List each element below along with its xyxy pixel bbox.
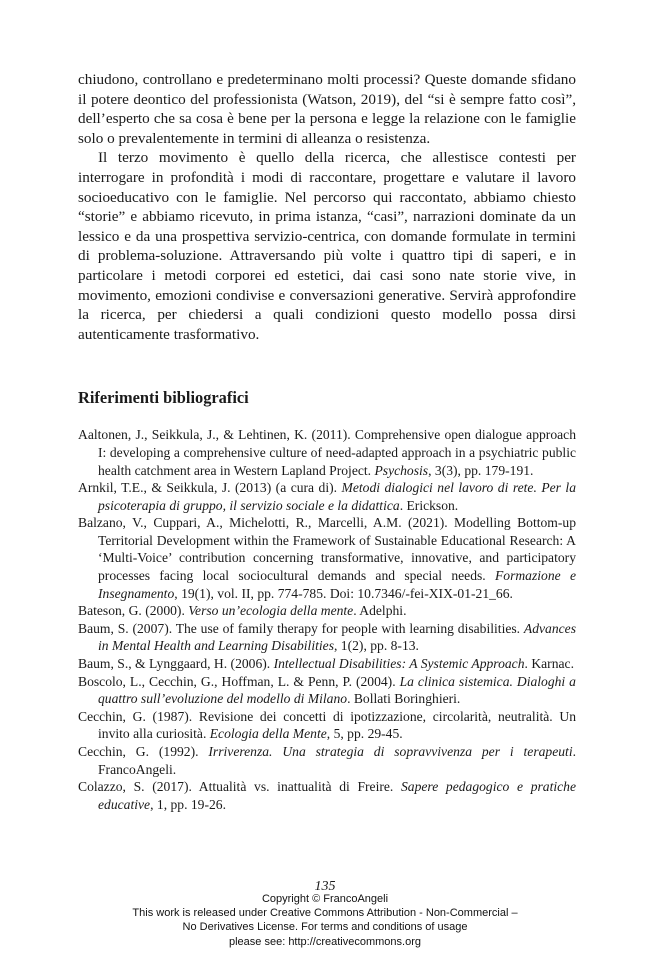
license-footer xyxy=(0,892,650,949)
reference-item: Cecchin, G. (1992). Irriverenza. Una strategia di sopravvivenza per i terapeuti. FrancoAngeli. xyxy=(78,744,576,777)
references-heading: Riferimenti bibliografici xyxy=(78,388,249,408)
references-list xyxy=(78,426,576,813)
license-line: This work is released under Creative Commons Attribution - Non-Commercial – xyxy=(132,907,518,920)
body-paragraph: chiudono, controllano e predeterminano molti processi? Queste domande sfidano il potere deontico del professionista (Watson, 2019), del “si è sempre fatto così”, dell’esperto che sa cosa è bene per la persona e legge la relazione con le famiglie solo o prevalentemente in termini di alleanza o resistenza. xyxy=(78,71,576,147)
body-paragraph: Il terzo movimento è quello della ricerca, che allestisce contesti per interrogare in profondità i modi di raccontare, progettare e valutare il lavoro socioeducativo con le famiglie. Nel percorso qui raccontato, abbiamo chiesto “storie” e abbiamo ricevuto, in prima istanza, “casi”, narrazioni dominate da un lessico e da una prospettiva servizio-centrica, con domande formulate in termini di problema-soluzione. Attraversando più volte i quattro tipi di saperi, e in particolare i metodi corporei ed estetici, dai casi sono nate storie vive, in movimento, emozioni condivise e conversazioni generative. Servirà approfondire la ricerca, per chiedersi a quali condizioni questo modello possa dirsi autenticamente trasformativo. xyxy=(78,149,576,343)
reference-item: Balzano, V., Cuppari, A., Michelotti, R., Marcelli, A.M. (2021). Modelling Bottom-up Territorial Development within the Framework of Sustainable Educational Research: A ‘Multi-Voice’ contribution concerning transformative, innovative, and participatory processes facing local sociocultural demands and special needs. Formazione e Insegnamento, 19(1), vol. II, pp. 774-785. Doi: 10.7346/-fei-XIX-01-21_66. xyxy=(78,515,576,601)
page-number: 135 xyxy=(314,879,336,894)
reference-item: Baum, S. (2007). The use of family therapy for people with learning disabilities. Advances in Mental Health and Learning Disabilities, 1(2), pp. 8-13. xyxy=(78,620,576,654)
reference-item: Baum, S., & Lynggaard, H. (2006). Intellectual Disabilities: A Systemic Approach. Karnac. xyxy=(78,656,574,672)
copyright-line: Copyright © FrancoAngeli xyxy=(261,893,389,905)
reference-item: Arnkil, T.E., & Seikkula, J. (2013) (a cura di). Metodi dialogici nel lavoro di rete. Per la psicoterapia di gruppo, il servizio sociale e la didattica. Erickson. xyxy=(78,480,576,513)
license-line: No Derivatives License. For terms and conditions of usage xyxy=(182,921,468,934)
reference-item: Colazzo, S. (2017). Attualità vs. inattualità di Freire. Sapere pedagogico e pratiche educative, 1, pp. 19-26. xyxy=(78,779,576,812)
page-body xyxy=(78,70,576,813)
reference-item: Boscolo, L., Cecchin, G., Hoffman, L. & Penn, P. (2004). La clinica sistemica. Dialoghi a quattro sull’evoluzione del modello di Milano. Bollati Boringhieri. xyxy=(78,673,576,707)
reference-item: Bateson, G. (2000). Verso un’ecologia della mente. Adelphi. xyxy=(78,603,407,619)
license-link-line: please see: http://creativecommons.org xyxy=(229,935,421,948)
reference-item: Cecchin, G. (1987). Revisione dei concetti di ipotizzazione, circolarità, neutralità. Un invito alla curiosità. Ecologia della Mente, 5, pp. 29-45. xyxy=(78,708,576,742)
reference-item: Aaltonen, J., Seikkula, J., & Lehtinen, K. (2011). Comprehensive open dialogue approach I: developing a comprehensive culture of need-adapted approach in a psychiatric public health catchment area in Western Lapland Project. Psychosis, 3(3), pp. 179-191. xyxy=(78,427,576,478)
